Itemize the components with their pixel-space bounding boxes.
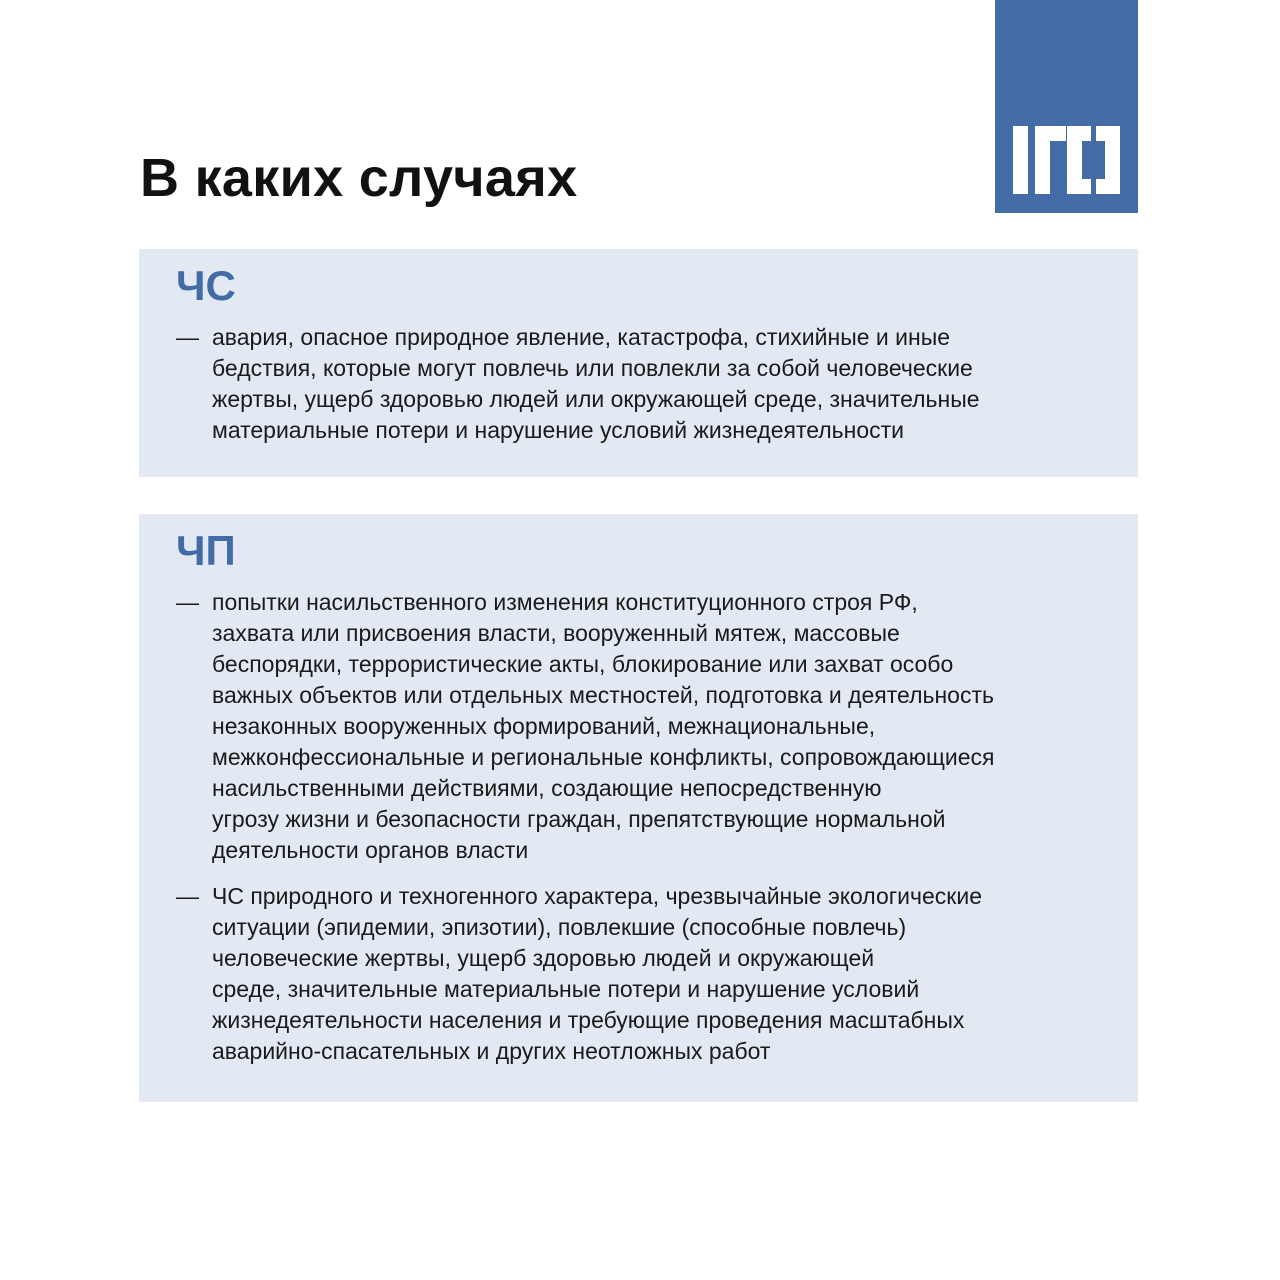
section-cs-heading: ЧС [176, 262, 236, 309]
list-item-text: авария, опасное природное явление, катастрофа, стихийные и иные бедствия, которые могут повлечь или повлекли за собой человеческие жертвы, ущерб здоровью людей или окружающей среде, значительные материальные потери и нарушение условий жизнедеятельности [212, 324, 980, 443]
go-logo [995, 0, 1138, 213]
list-dash: — [176, 883, 199, 909]
page-title: В каких случаях [140, 148, 578, 208]
list-item [176, 881, 1116, 1067]
list-dash: — [176, 589, 199, 615]
go-logo-icon [995, 0, 1138, 213]
section-cs-list [176, 322, 1116, 461]
list-item [176, 587, 1116, 866]
list-item [176, 322, 1116, 446]
section-cp-heading: ЧП [176, 527, 236, 574]
section-cs-card [139, 249, 1138, 477]
section-cp-list [176, 587, 1116, 1082]
list-item-text: ЧС природного и техногенного характера, чрезвычайные экологические ситуации (эпидемии, эпизотии), повлекшие (способные повлечь) человеческие жертвы, ущерб здоровью людей и окружающей среде, значительные материальные потери и нарушение условий жизнедеятельности населения и требующие проведения масштабных аварийно-спасательных и других неотложных работ [212, 883, 982, 1064]
list-dash: — [176, 324, 199, 350]
section-cp-card [139, 514, 1138, 1102]
list-item-text: попытки насильственного изменения конституционного строя РФ, захвата или присвоения власти, вооруженный мятеж, массовые беспорядки, террористические акты, блокирование или захват особо важных объектов или отдельных местностей, подготовка и деятельность незаконных вооруженных формирований, межнациональные, межконфессиональные и региональные конфликты, сопровождающиеся насильственными действиями, создающие непосредственную угрозу жизни и безопасности граждан, препятствующие нормальной деятельности органов власти [212, 589, 995, 863]
